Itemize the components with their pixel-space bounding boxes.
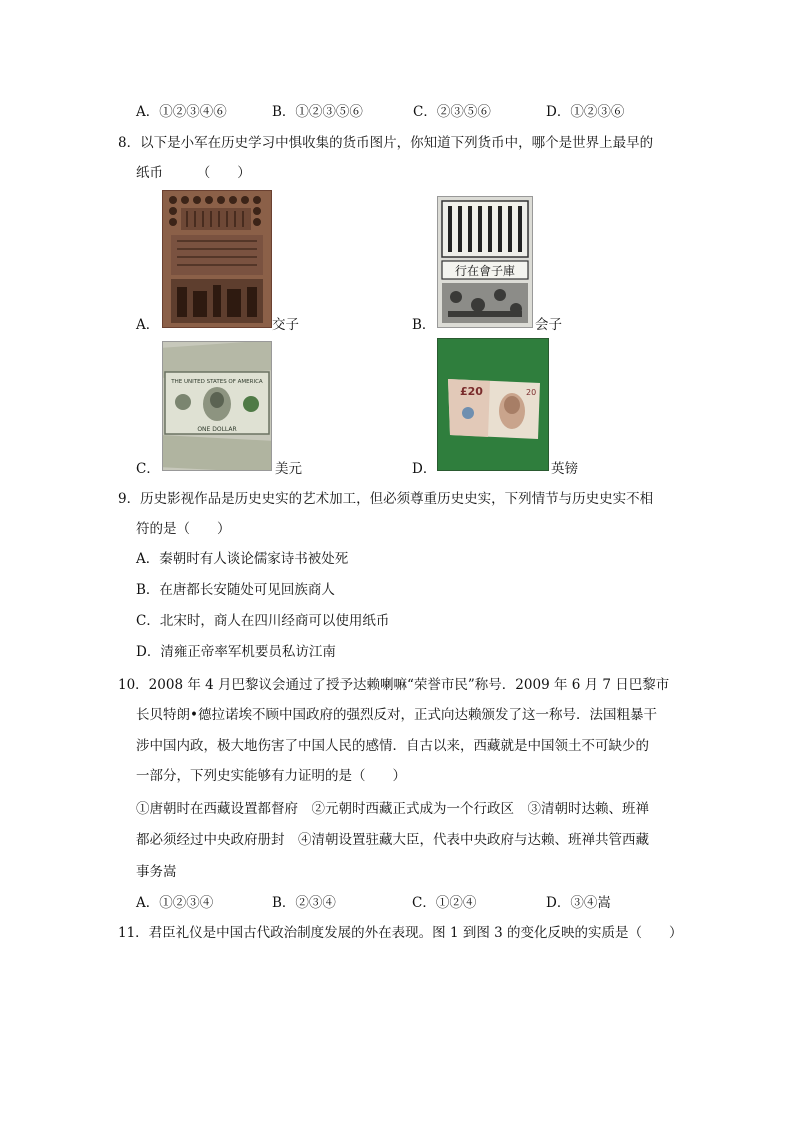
q7-option-a: A．①②③④⑥	[136, 104, 227, 120]
q10-option-b: B．②③④	[272, 895, 336, 911]
q10-line1: 10．2008 年 4 月巴黎议会通过了授予达赖喇嘛“荣誉市民”称号．2009 年 6 月 7 日巴黎市	[118, 677, 670, 693]
q9-option-c: C．北宋时，商人在四川经商可以使用纸币	[136, 613, 390, 629]
q8-option-d-letter: D．	[412, 461, 437, 477]
dollar-image	[162, 341, 272, 471]
q10-line5: ①唐朝时在西藏设置都督府 ②元朝时西藏正式成为一个行政区 ③清朝时达赖、班禅	[136, 801, 649, 817]
q10-line4: 一部分，下列史实能够有力证明的是（ ）	[136, 768, 406, 784]
q8-option-a-caption: 交子	[272, 317, 299, 333]
q8-stem-line1: 8．以下是小军在历史学习中惧收集的货币图片，你知道下列货币中，哪个是世界上最早的	[118, 135, 654, 151]
q8-option-d-caption: 英镑	[551, 461, 578, 477]
q8-option-c-caption: 美元	[275, 461, 302, 477]
dollar-header-text: THE UNITED STATES OF AMERICA	[171, 379, 263, 385]
q7-option-c: C．②③⑤⑥	[413, 104, 491, 120]
dollar-bottom-text: ONE DOLLAR	[197, 426, 237, 433]
pound-corner-text: 20	[526, 388, 537, 397]
q7-option-d: D．①②③⑥	[546, 104, 625, 120]
q10-line7: 事务嵩	[136, 864, 177, 880]
q8-option-a-letter: A．	[136, 317, 160, 333]
q10-option-c: C．①②④	[412, 895, 477, 911]
q10-option-d: D．③④嵩	[546, 895, 611, 911]
q11-stem: 11．君臣礼仪是中国古代政治制度发展的外在表现。图 1 到图 3 的变化反映的实质是（ ）	[118, 925, 683, 941]
q10-line2: 长贝特朗•德拉诺埃不顾中国政府的强烈反对，正式向达赖颁发了这一称号．法国粗暴干	[136, 707, 657, 723]
q8-stem-line2: 纸币 （ ）	[136, 165, 251, 181]
q8-option-b-caption: 会子	[535, 317, 562, 333]
q9-stem-line1: 9．历史影视作品是历史史实的艺术加工，但必须尊重历史史实，下列情节与历史史实不相	[118, 491, 654, 507]
q10-line3: 涉中国内政，极大地伤害了中国人民的感情．自古以来，西藏就是中国领土不可缺少的	[136, 738, 649, 754]
q10-option-a: A．①②③④	[136, 895, 214, 911]
huizi-image	[437, 196, 533, 328]
q8-option-b-letter: B．	[412, 317, 436, 333]
huizi-label: 行在會子庫	[454, 264, 516, 278]
q9-option-b: B．在唐都长安随处可见回族商人	[136, 582, 335, 598]
pound-value-text: £20	[460, 385, 483, 398]
q10-line6: 都必须经过中央政府册封 ④清朝设置驻藏大臣，代表中央政府与达赖、班禅共管西藏	[136, 832, 649, 848]
q8-option-c-letter: C．	[136, 461, 160, 477]
jiaozi-image	[162, 190, 272, 328]
q7-option-b: B．①②③⑤⑥	[272, 104, 363, 120]
q9-stem-line2: 符的是（ ）	[136, 521, 231, 537]
pound-image	[437, 338, 549, 471]
q9-option-a: A．秦朝时有人谈论儒家诗书被处死	[136, 551, 349, 567]
q9-option-d: D．清雍正帝率军机要员私访江南	[136, 644, 336, 660]
